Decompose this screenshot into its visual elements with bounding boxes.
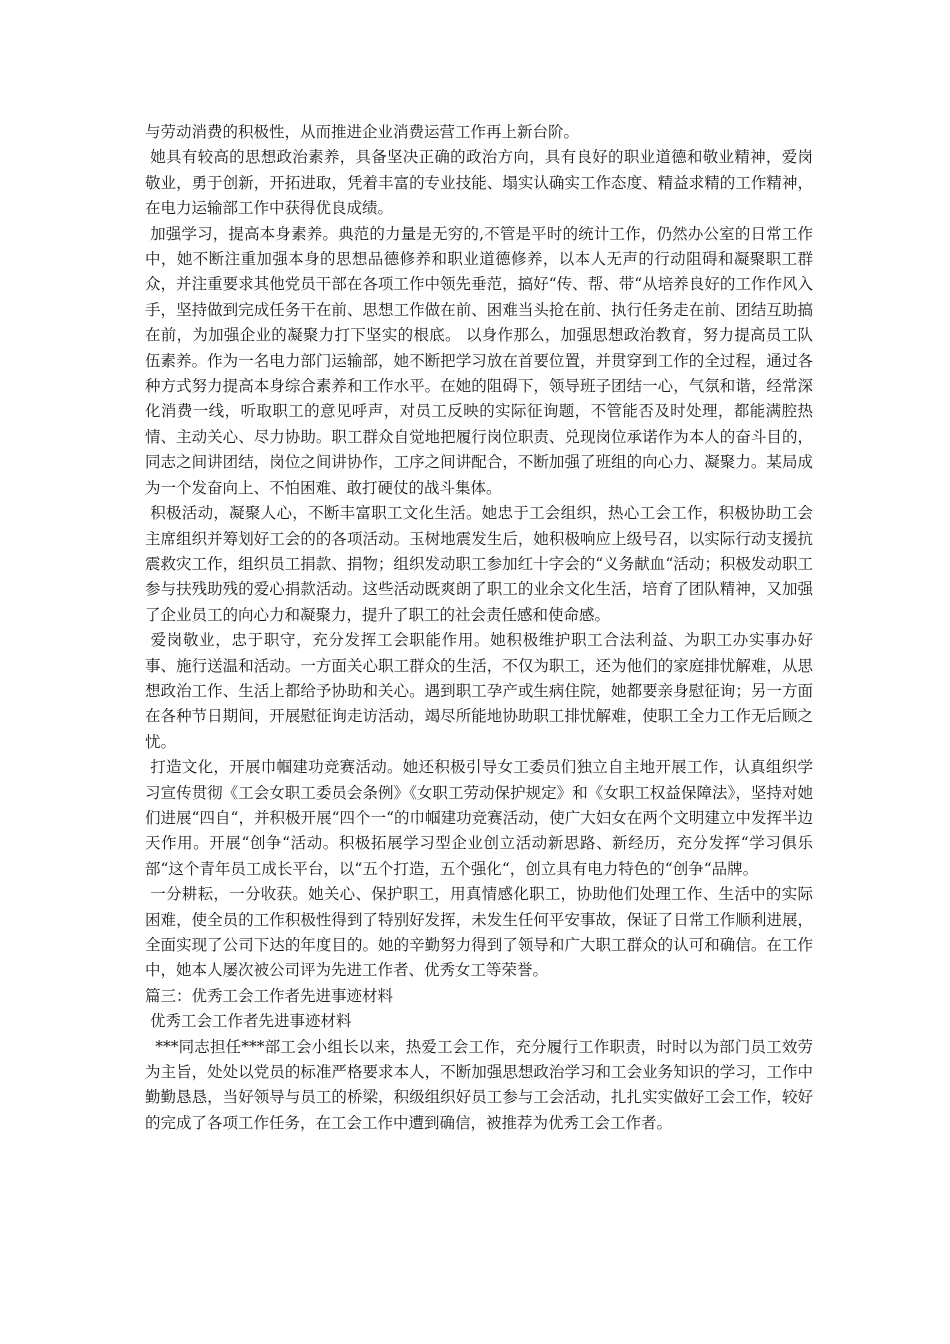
paragraph: 与劳动消费的积极性，从而推进企业消费运营工作再上新台阶。 (145, 123, 580, 141)
paragraph: 积极活动，凝聚人心，不断丰富职工文化生活。她忠于工会组织，热心工会工作，积极协助工会主席组织并筹划好工会的的各项活动。玉树地震发生后，她积极响应上级号召，以实际行动支援抗震救灾工作，组织员工捐款、捐物；组织发动职工参加红十字会的“义务献血“活动；积极发动职工参与扶残助残的爱心捐款活动。这些活动既爽朗了职工的业余文化生活，培育了团队精神，又加强了企业员工的向心力和凝聚力，提升了职工的社会责任感和使命感。 (145, 504, 813, 624)
section-heading: 篇三：优秀工会工作者先进事迹材料 (145, 986, 394, 1005)
paragraph: 打造文化，开展巾帼建功竞赛活动。她还积极引导女工委员们独立自主地开展工作，认真组织学习宣传贯彻《工会女职工委员会条例》《女职工劳动保护规定》和《女职工权益保障法》，坚持对她们进展“四自“，并积极开展“四个一“的巾帼建功竞赛活动，使广大妇女在两个文明建立中发挥半边天作用。开展“创争“活动。积极拓展学习型企业创立活动新思路、新经历，充分发挥“学习俱乐部“这个青年员工成长平台，以“五个打造，五个强化“，创立具有电力特色的“创争“品牌。 (145, 758, 813, 878)
paragraph: 爱岗敬业，忠于职守，充分发挥工会职能作用。她积极维护职工合法利益、为职工办实事办好事、施行送温和活动。一方面关心职工群众的生活，不仅为职工，还为他们的家庭排忧解难，从思想政治工作、生活上都给予协助和关心。遇到职工孕产或生病住院，她都要亲身慰征询；另一方面在各种节日期间，开展慰征询走访活动，竭尽所能地协助职工排忧解难，使职工全力工作无后顾之忧。 (145, 631, 813, 751)
paragraph: ***同志担任***部工会小组长以来，热爱工会工作，充分履行工作职责，时时以为部门员工效劳为主旨，处处以党员的标准严格要求本人，不断加强思想政治学习和工会业务知识的学习，工作中勤勤恳恳，当好领导与员工的桥梁，积级组织好员工参与工会活动，扎扎实实做好工会工作，较好的完成了各项工作任务，在工会工作中遭到确信，被推荐为优秀工会工作者。 (145, 1037, 813, 1132)
paragraph: 她具有较高的思想政治素养，具备坚决正确的政治方向，具有良好的职业道德和敬业精神，爱岗敬业，勇于创新，开拓进取，凭着丰富的专业技能、塌实认确实工作态度、精益求精的工作精神，在电力运输部工作中获得优良成绩。 (145, 148, 813, 218)
paragraph: 加强学习，提高本身素养。典范的力量是无穷的,不管是平时的统计工作，仍然办公室的日常工作中，她不断注重加强本身的思想品德修养和职业道德修养，以本人无声的行动阻碍和凝聚职工群众，并注重要求其他党员干部在各项工作中领先垂范，搞好“传、帮、带“从培养良好的工作作风入手，坚持做到完成任务干在前、思想工作做在前、困难当头抢在前、执行任务走在前、团结互助搞在前，为加强企业的凝聚力打下坚实的根底。 以身作那么，加强思想政治教育，努力提高员工队伍素养。作为一名电力部门运输部，她不断把学习放在首要位置，并贯穿到工作的全过程，通过各种方式努力提高本身综合素养和工作水平。在她的阻碍下，领导班子团结一心，气氛和谐，经常深化消费一线，听取职工的意见呼声，对员工反映的实际征询题，不管能否及时处理，都能满腔热情、主动关心、尽力协助。职工群众自觉地把履行岗位职责、兑现岗位承诺作为本人的奋斗目的，同志之间讲团结，岗位之间讲协作，工序之间讲配合，不断加强了班组的向心力、凝聚力。某局成为一个发奋向上、不怕困难、敢打硬仗的战斗集体。 (145, 224, 813, 497)
paragraph: 一分耕耘，一分收获。她关心、保护职工，用真情感化职工，协助他们处理工作、生活中的实际困难，使全员的工作积极性得到了特别好发挥，未发生任何平安事故，保证了日常工作顺利进展，全面实现了公司下达的年度目的。她的辛勤努力得到了领导和广大职工群众的认可和确信。在工作中，她本人屡次被公司评为先进工作者、优秀女工等荣誉。 (145, 885, 813, 980)
document-page (145, 120, 813, 1136)
section-subtitle: 优秀工会工作者先进事迹材料 (145, 1012, 352, 1031)
